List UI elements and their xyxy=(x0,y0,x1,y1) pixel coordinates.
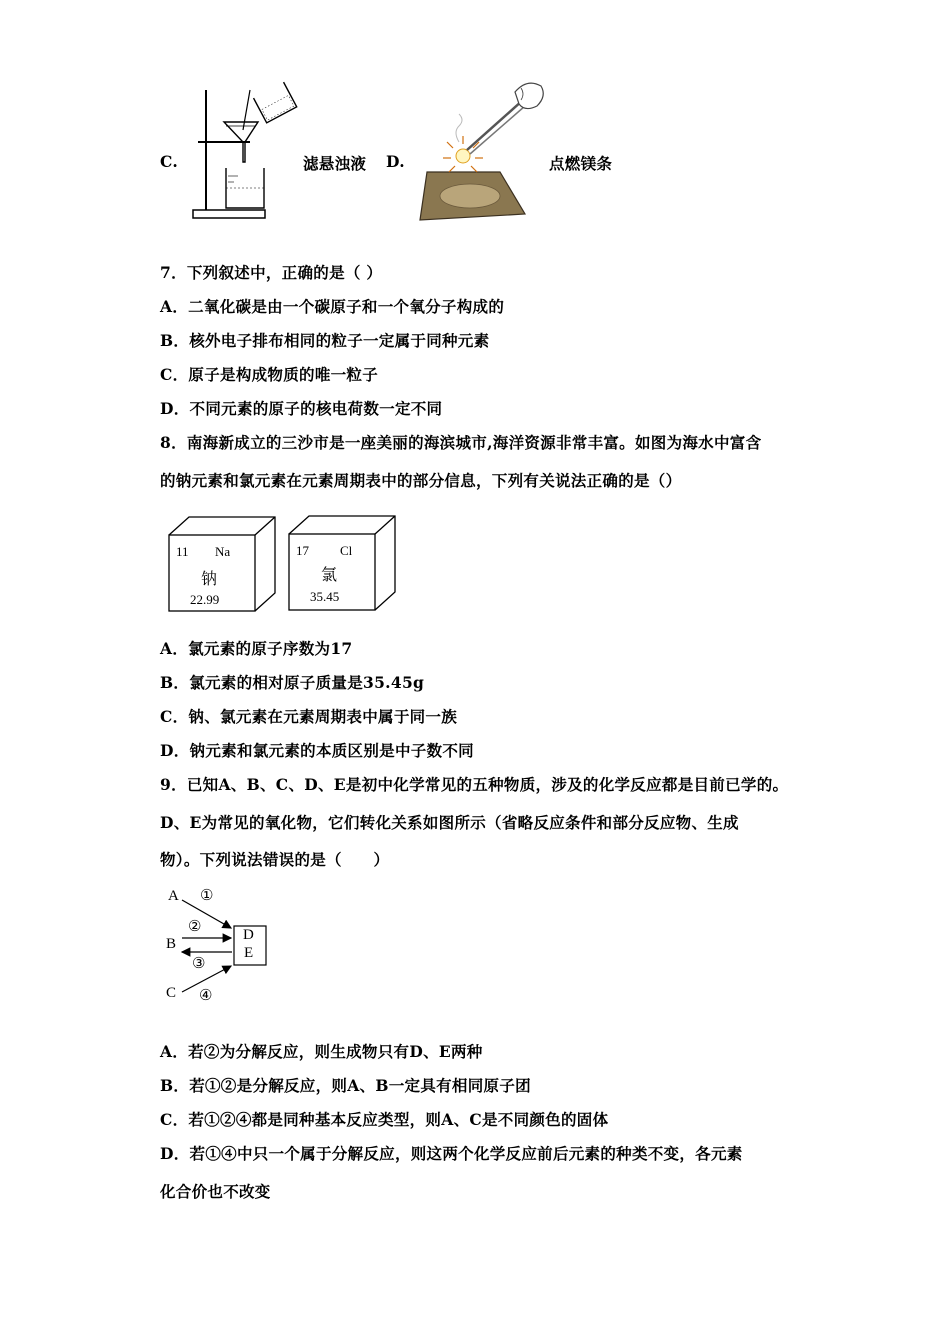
element-cell-chlorine-box xyxy=(285,514,400,614)
reaction-3-label: ③ xyxy=(192,956,206,972)
element-cell-sodium xyxy=(165,515,280,615)
node-b: B xyxy=(166,936,177,952)
q9-option-c: C．若①②④都是同种基本反应类型，则A、C是不同颜色的固体 xyxy=(160,1110,609,1129)
sodium-mass: 22.99 xyxy=(190,592,220,607)
chlorine-symbol: Cl xyxy=(340,543,353,558)
q7-option-a: A．二氧化碳是由一个碳原子和一个氧分子构成的 xyxy=(160,297,505,316)
q7-option-d: D．不同元素的原子的核电荷数一定不同 xyxy=(160,399,443,418)
q6-option-c-label: C. xyxy=(160,152,179,171)
reaction-1-label: ① xyxy=(200,888,214,904)
q6-option-d-text: 点燃镁条 xyxy=(549,154,613,173)
node-e: E xyxy=(244,945,254,961)
element-cell-chlorine xyxy=(285,514,400,614)
q8-option-d: D．钠元素和氯元素的本质区别是中子数不同 xyxy=(160,741,474,760)
q7-option-c: C．原子是构成物质的唯一粒子 xyxy=(160,365,379,384)
q8-option-b: B．氯元素的相对原子质量是35.45g xyxy=(160,673,425,692)
q9-option-d-line2: 化合价也不改变 xyxy=(160,1182,271,1201)
filtration-apparatus-figure xyxy=(188,80,303,222)
node-c: C xyxy=(166,985,177,1001)
q6-option-d-label: D. xyxy=(386,152,405,171)
reaction-diagram xyxy=(160,884,280,1009)
q9-stem-line1: 9．已知A、B、C、D、E是初中化学常见的五种物质，涉及的化学反应都是目前已学的。 xyxy=(160,775,789,794)
q9-option-d: D．若①④中只一个属于分解反应，则这两个化学反应前后元素的种类不变，各元素 xyxy=(160,1144,743,1163)
element-cell-sodium-box xyxy=(165,515,280,615)
q8-stem-line2: 的钠元素和氯元素在元素周期表中的部分信息，下列有关说法正确的是（） xyxy=(160,471,682,490)
q8-option-a: A．氯元素的原子序数为17 xyxy=(160,639,353,658)
node-a: A xyxy=(168,888,179,904)
reaction-2-label: ② xyxy=(188,919,202,935)
q8-option-c: C．钠、氯元素在元素周期表中属于同一族 xyxy=(160,707,458,726)
sodium-atomic-number: 11 xyxy=(176,544,189,559)
reaction-4-label: ④ xyxy=(199,988,213,1004)
node-d: D xyxy=(243,927,254,943)
q7-option-b: B．核外电子排布相同的粒子一定属于同种元素 xyxy=(160,331,490,350)
q9-option-a: A．若②为分解反应，则生成物只有D、E两种 xyxy=(160,1042,483,1061)
chlorine-atomic-number: 17 xyxy=(296,543,309,558)
q7-stem: 7．下列叙述中，正确的是（ ） xyxy=(160,263,383,282)
sodium-name: 钠 xyxy=(201,569,218,588)
sodium-symbol: Na xyxy=(215,544,231,559)
q9-stem-line3: 物）。下列说法错误的是（ ） xyxy=(160,850,390,869)
burning-magnesium-figure xyxy=(415,72,550,222)
q9-stem-line2: D、E为常见的氧化物，它们转化关系如图所示（省略反应条件和部分反应物、生成 xyxy=(160,813,739,832)
q8-stem-line1: 8．南海新成立的三沙市是一座美丽的海滨城市,海洋资源非常丰富。如图为海水中富含 xyxy=(160,433,762,452)
q6-option-c-text: 滤悬浊液 xyxy=(303,154,367,173)
chlorine-name: 氯 xyxy=(321,565,338,584)
q9-option-b: B．若①②是分解反应，则A、B一定具有相同原子团 xyxy=(160,1076,531,1095)
chlorine-mass: 35.45 xyxy=(310,589,340,604)
